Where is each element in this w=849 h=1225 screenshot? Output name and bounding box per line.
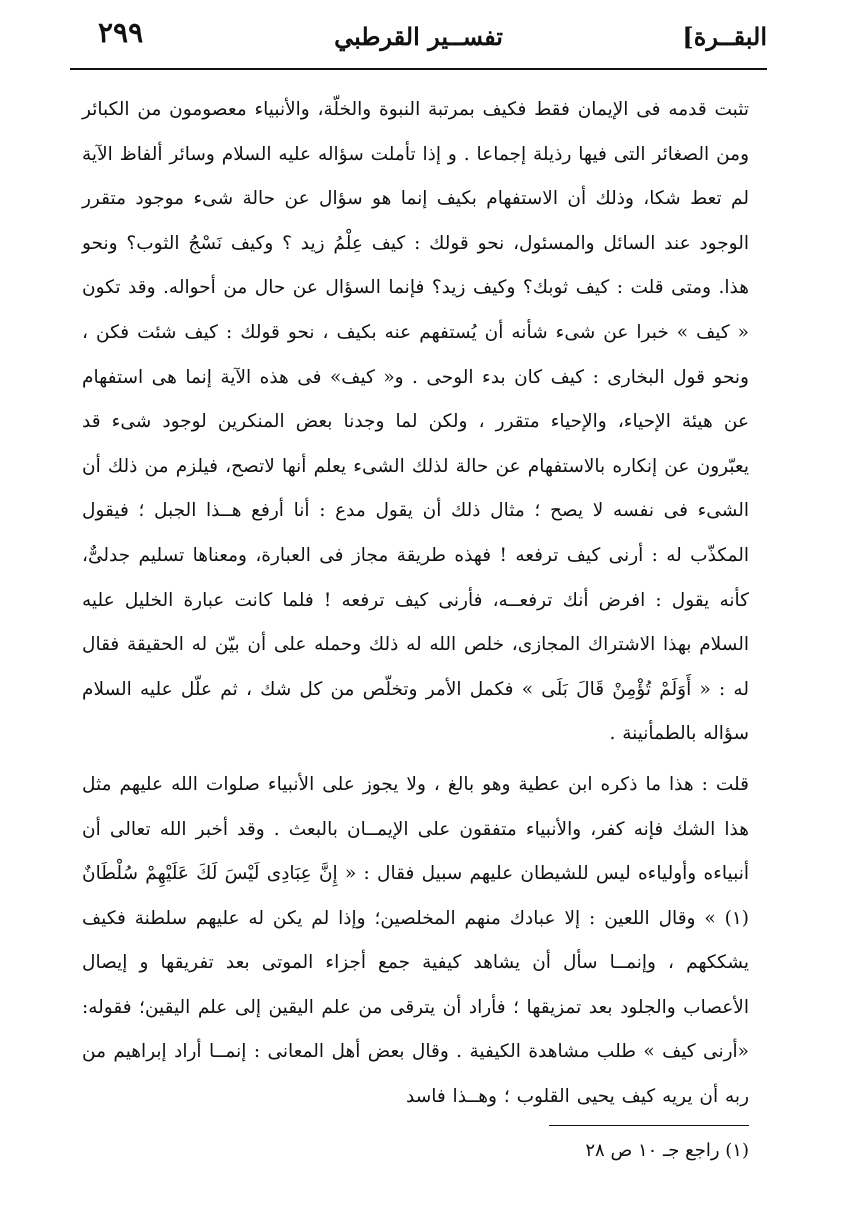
footnotes bbox=[82, 1125, 749, 1161]
footnote-divider bbox=[549, 1125, 749, 1126]
book-title: تفســير القرطبي bbox=[334, 22, 503, 51]
page-number: ٢٩٩ bbox=[98, 16, 144, 49]
main-text bbox=[82, 88, 749, 1120]
sura-name: البقــرة] bbox=[682, 22, 767, 51]
paragraph: تثبت قدمه فى الإيمان فقط فكيف بمرتبة النبوة والخلّة، والأنبياء معصومون من الكبائر ومن الصغائر التى فيها رذيلة إجماعا . و إذا تأملت سؤاله عليه السلام وسائر ألفاظ الآية لم تعط شكا، وذلك أن الاستفهام بكيف إنما هو سؤال عن حالة شىء موجود متقرر الوجود عند السائل والمسئول، نحو قولك : كيف عِلْمُ زيد ؟ وكيف نَسْجُ الثوب؟ ونحو هذا. ومتى قلت : كيف ثوبك؟ وكيف زيد؟ فإنما السؤال عن حال من أحواله. وقد تكون « كيف » خبرا عن شىء شأنه أن يُستفهم عنه بكيف ، نحو قولك : كيف شئت فكن ، ونحو قول البخارى : كيف كان بدء الوحى . و« كيف» فى هذه الآية إنما هى استفهام عن هيئة الإحياء، والإحياء متقرر ، ولكن لما وجدنا بعض المنكرين لوجود شىء قد يعبّرون عن إنكاره بالاستفهام عن حالة لذلك الشىء يعلم أنها لاتصح، فيلزم من ذلك أن الشىء فى نفسه لا يصح ؛ مثال ذلك أن يقول مدع : أنا أرفع هــذا الجبل ؛ فيقول المكذّب له : أرنى كيف ترفعه ! فهذه طريقة مجاز فى العبارة، ومعناها تسليم جدلىٌّ، كأنه يقول : افرض أنك ترفعــه، فأرنى كيف ترفعه ! فلما كانت عبارة الخليل عليه السلام بهذا الاشتراك المجازى، خلص الله له ذلك وحمله على أن بيّن له الحقيقة فقال له : « أَوَلَمْ تُؤْمِنْ قَالَ بَلَى » فكمل الأمر وتخلّص من كل شك ، ثم علّل عليه السلام سؤاله بالطمأنينة . bbox=[82, 99, 749, 745]
running-header bbox=[70, 14, 767, 70]
footnote: (١) راجع جـ ١٠ ص ٢٨ bbox=[585, 1140, 749, 1161]
paragraph: قلت : هذا ما ذكره ابن عطية وهو بالغ ، ولا يجوز على الأنبياء صلوات الله عليهم مثل هذا الشك فإنه كفر، والأنبياء متفقون على الإيمــان بالبعث . وقد أخبر الله تعالى أن أنبياءه وأولياءه ليس للشيطان عليهم سبيل فقال : « إِنَّ عِبَادِى لَيْسَ لَكَ عَلَيْهِمْ سُلْطَانٌ (١) » وقال اللعين : إلا عبادك منهم المخلصين؛ وإذا لم يكن له عليهم سلطنة فكيف يشككهم ، وإنمــا سأل أن يشاهد كيفية جمع أجزاء الموتى بعد تفريقها و إيصال الأعصاب والجلود بعد تمزيقها ؛ فأراد أن يترقى من علم اليقين إلى علم اليقين؛ فقوله: «أرنى كيف » طلب مشاهدة الكيفية . وقال بعض أهل المعانى : إنمــا أراد إبراهيم من ربه أن يريه كيف يحيى القلوب ؛ وهــذا فاسد bbox=[82, 773, 749, 1108]
